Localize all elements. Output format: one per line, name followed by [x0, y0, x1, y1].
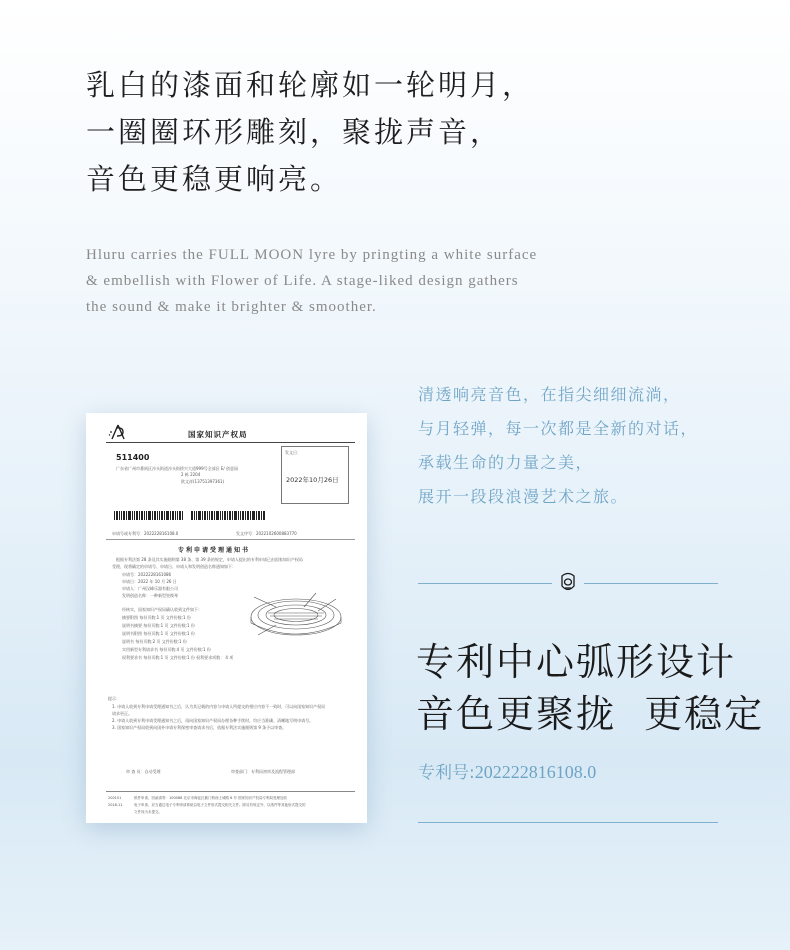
doc-dept: 审查部门：专利局初审及流程管理部: [231, 769, 295, 774]
feature-title: [416, 636, 764, 740]
doc-body-line: 受理，现将确定的申请号、申请日、申请人和发明创造名称通知如下：: [112, 564, 236, 569]
doc-number: 511400: [116, 453, 150, 462]
doc-address: 2 栋 2204: [181, 472, 201, 477]
poem-line: 承载生命的力量之美，: [418, 453, 594, 472]
description-line: Hluru carries the FULL MOON lyre by pringting a white surface: [86, 247, 538, 263]
patent-number-value: 202222816108.0: [474, 762, 597, 782]
doc-body-line: 发明创造名称：一种新型箜篌琴: [122, 593, 178, 598]
heading-line: 乳白的漆面和轮廓如一轮明月，: [86, 68, 535, 102]
doc-footer-line: 纸件申请，回函请寄：100088 北京市海淀区蓟门桥西土城路 6 号 国家知识产权局专利局受理处收: [134, 796, 288, 800]
doc-rule: [106, 791, 355, 792]
description-english: [86, 242, 537, 320]
doc-body-line: 实用新型专利请求书 每份页数:4 页 文件份数:1 份: [122, 647, 211, 652]
doc-rule: [106, 442, 355, 443]
doc-note-line: 提示：: [108, 696, 120, 701]
lyre-patent-sketch: [246, 585, 344, 645]
doc-body-line: 申请号：2022228161086: [122, 572, 172, 577]
doc-body-line: 申请日：2022 年 10 月 26 日: [122, 579, 177, 584]
bottom-divider-line: [418, 822, 718, 823]
barcode-left: [114, 511, 184, 520]
doc-date: 2022年10月26日: [286, 476, 339, 484]
doc-app-number: 申请号或专利号：202222816108.0: [112, 531, 179, 536]
doc-doc-number: 发文序号：2022102600883770: [236, 531, 297, 536]
patent-number: [418, 758, 596, 783]
doc-body-line: 说明书附图 每份页数:1 页 文件份数:1 份: [122, 631, 195, 636]
doc-footer-code: 2018.11: [108, 803, 123, 807]
poem-line: 展开一段段浪漫艺术之旅。: [418, 487, 629, 506]
doc-examiner: 审 查 员：自动受理: [126, 769, 161, 774]
doc-footer-line: 电子申请，应当通过电子专利申请系统以电子文件形式提交相关文件。除另有规定外，以纸件等其他形式提交的: [134, 803, 306, 807]
doc-date-label: 发文日：: [285, 450, 301, 455]
feature-title-line: 音色更聚拢 更稳定: [416, 692, 765, 736]
barcode-right: [191, 511, 265, 520]
doc-subtitle: 专利申请受理通知书: [178, 547, 251, 554]
doc-footer-line: 文件视为未提交。: [134, 810, 162, 814]
poem-text: [418, 378, 698, 514]
feature-title-line: 专利中心弧形设计: [416, 640, 737, 684]
divider: [418, 570, 718, 598]
doc-body-line: 权利要求书 每份页数:1 页 文件份数:1 份 权利要求项数： 4 项: [122, 655, 234, 660]
doc-date-box: [281, 446, 349, 504]
patent-number-label: 专利号:: [418, 763, 475, 783]
divider-line: [418, 583, 552, 584]
doc-footer-code: 200101: [108, 796, 122, 800]
description-line: & embellish with Flower of Life. A stage-liked design gathers: [86, 273, 519, 289]
doc-body-line: 根据专利法第 28 条及其实施细则第 38 条、第 39 条的规定，申请人提出的专利申请已由国家知识产权局: [116, 557, 303, 562]
description-line: the sound & make it brighter & smoother.: [86, 299, 377, 315]
patent-certificate-image: [86, 413, 367, 823]
doc-note-line: 1. 申请人收到专利申请受理通知书之后，认为其记载的内容与申请人所提交的相应内容不一致时，可以向国家知识产权局: [112, 704, 326, 709]
doc-note-line: 请求更正。: [112, 711, 132, 716]
doc-body-line: 说明书摘要 每份页数:1 页 文件份数:1 份: [122, 623, 195, 628]
doc-body-line: 经核实，国家知识产权局确认收到文件如下：: [122, 607, 202, 612]
cnipa-logo: [108, 424, 130, 440]
doc-rule: [106, 539, 355, 540]
doc-note-line: 2. 申请人收到专利申请受理通知书之后，再向国家知识产权局办理各种手续时，均应当准确、清晰地写明申请号。: [112, 718, 314, 723]
doc-body-line: 摘要附图 每份页数:1 页 文件份数:1 份: [122, 615, 191, 620]
doc-note-line: 3. 国家知识产权局收到向国外申请专利保密审查请求书后，依据专利法实施细则第 9 条予以审查。: [112, 725, 287, 730]
doc-org-name: 国家知识产权局: [188, 430, 248, 439]
doc-body-line: 申请人：广州汉峰乐器有限公司: [122, 586, 178, 591]
doc-address: 广东省广州市番禺区沙头街道沙头街桥兴大道999号全部区 E/ 创意园: [116, 466, 239, 471]
poem-line: 与月轻弹，每一次都是全新的对话，: [418, 419, 699, 438]
poem-line: 清透响亮音色，在指尖细细流淌，: [418, 385, 681, 404]
doc-address: 欧文祥(13751397361): [181, 479, 225, 484]
divider-line: [584, 583, 718, 584]
heading-line: 音色更稳更响亮。: [86, 162, 343, 196]
doc-body-line: 说明书 每份页数:2 页 文件份数:1 份: [122, 639, 187, 644]
lyre-emblem-icon: [559, 572, 577, 594]
heading-chinese: [86, 62, 534, 203]
heading-line: 一圈圈环形雕刻，聚拢声音，: [86, 115, 503, 149]
